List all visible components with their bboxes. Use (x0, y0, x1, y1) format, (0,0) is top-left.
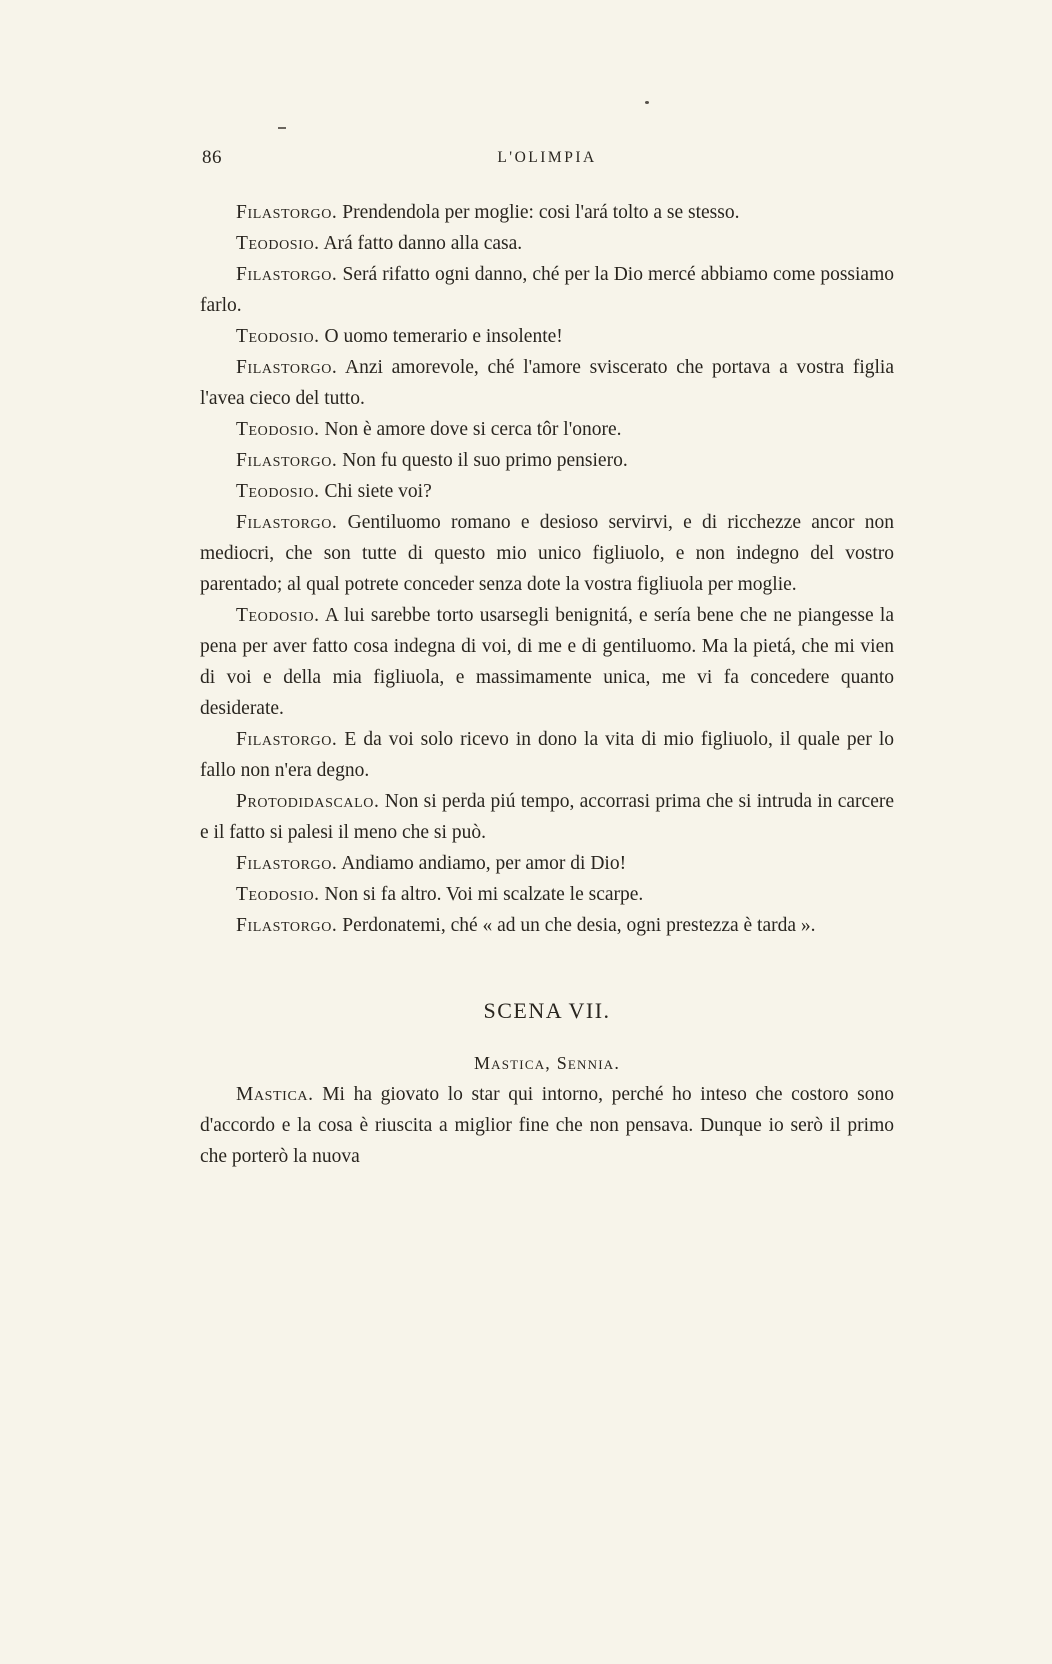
running-title: L'OLIMPIA (497, 149, 597, 166)
speaker-name: Teodosio. (236, 233, 320, 254)
speaker-name: Teodosio. (236, 481, 320, 502)
scene-heading: SCENA VII. (483, 998, 611, 1023)
speech-text: Gentiluomo romano e desioso servirvi, e di ricchezze ancor non mediocri, che son tutte di questo mio unico figliuolo, e non indegno del vostro parentado; al qual potrete conceder senza dote la vostra figliuola per moglie. (200, 512, 894, 595)
dialogue-line (200, 1079, 894, 1172)
dialogue-line (200, 197, 894, 228)
dialogue-line (200, 507, 894, 600)
speaker-name: Mastica. (236, 1084, 314, 1105)
speech-text: Chi siete voi? (324, 481, 432, 502)
speaker-name: Filastorgo. (236, 357, 338, 378)
speech-text: E da voi solo ricevo in dono la vita di mio figliuolo, il quale per lo fallo non n'era degno. (200, 729, 894, 781)
speaker-name: Teodosio. (236, 326, 320, 347)
speech-text: Andiamo andiamo, per amor di Dio! (341, 853, 627, 874)
speaker-name: Filastorgo. (236, 853, 338, 874)
dialogue-line (200, 786, 894, 848)
speech-text: Non si fa altro. Voi mi scalzate le scarpe. (324, 884, 644, 905)
scan-artifact-dash (278, 127, 286, 129)
dialogue-line (200, 414, 894, 445)
speaker-name: Filastorgo. (236, 202, 338, 223)
running-head (200, 146, 894, 172)
scene-characters: Mastica, Sennia. (473, 1053, 621, 1073)
speaker-name: Filastorgo. (236, 450, 338, 471)
dialogue-line (200, 879, 894, 910)
scan-artifact-dot (645, 101, 649, 104)
speech-text: Perdonatemi, ché « ad un che desia, ogni prestezza è tarda ». (342, 915, 816, 936)
dialogue-line (200, 259, 894, 321)
speech-text: Será rifatto ogni danno, ché per la Dio mercé abbiamo come possiamo farlo. (200, 264, 895, 316)
speech-text: Mi ha giovato lo star qui intorno, perché ho inteso che costoro sono d'accordo e la cosa è riuscita a miglior fine che non pensava. Dunque io serò il primo che porterò la nuova (200, 1084, 894, 1167)
page-number: 86 (202, 147, 222, 168)
speech-text: Non è amore dove si cerca tôr l'onore. (324, 419, 622, 440)
speech-text: Anzi amorevole, ché l'amore sviscerato che portava a vostra figlia l'avea cieco del tutto. (200, 357, 894, 409)
dialogue-line (200, 352, 894, 414)
speaker-name: Protodidascalo. (236, 791, 380, 812)
dialogue-line (200, 476, 894, 507)
dialogue-line (200, 848, 894, 879)
dialogue-line (200, 600, 894, 724)
speech-text: Non si perda piú tempo, accorrasi prima che si intruda in carcere e il fatto si palesi il meno che si può. (200, 791, 894, 843)
speaker-name: Filastorgo. (236, 264, 338, 285)
text-block (200, 197, 894, 1172)
speech-text: Prendendola per moglie: cosi l'ará tolto a se stesso. (342, 202, 740, 223)
dialogue-line (200, 321, 894, 352)
dialogue-line (200, 228, 894, 259)
speaker-name: Filastorgo. (236, 915, 338, 936)
speech-text: Non fu questo il suo primo pensiero. (342, 450, 628, 471)
speaker-name: Teodosio. (236, 605, 320, 626)
speech-text: Ará fatto danno alla casa. (323, 233, 523, 254)
speech-text: A lui sarebbe torto usarsegli benignitá, e sería bene che ne piangesse la pena per aver fatto cosa indegna di voi, di me e di gentiluomo. Ma la pietá, che mi vien di voi e della mia figliuola, e massimamente unica, me vi fa concedere quanto desiderate. (200, 605, 894, 719)
dialogue-line (200, 445, 894, 476)
speaker-name: Filastorgo. (236, 729, 338, 750)
speech-text: O uomo temerario e insolente! (324, 326, 563, 347)
speaker-name: Teodosio. (236, 419, 320, 440)
speaker-name: Filastorgo. (236, 512, 338, 533)
speaker-name: Teodosio. (236, 884, 320, 905)
dialogue-line (200, 724, 894, 786)
dialogue-line (200, 910, 894, 941)
